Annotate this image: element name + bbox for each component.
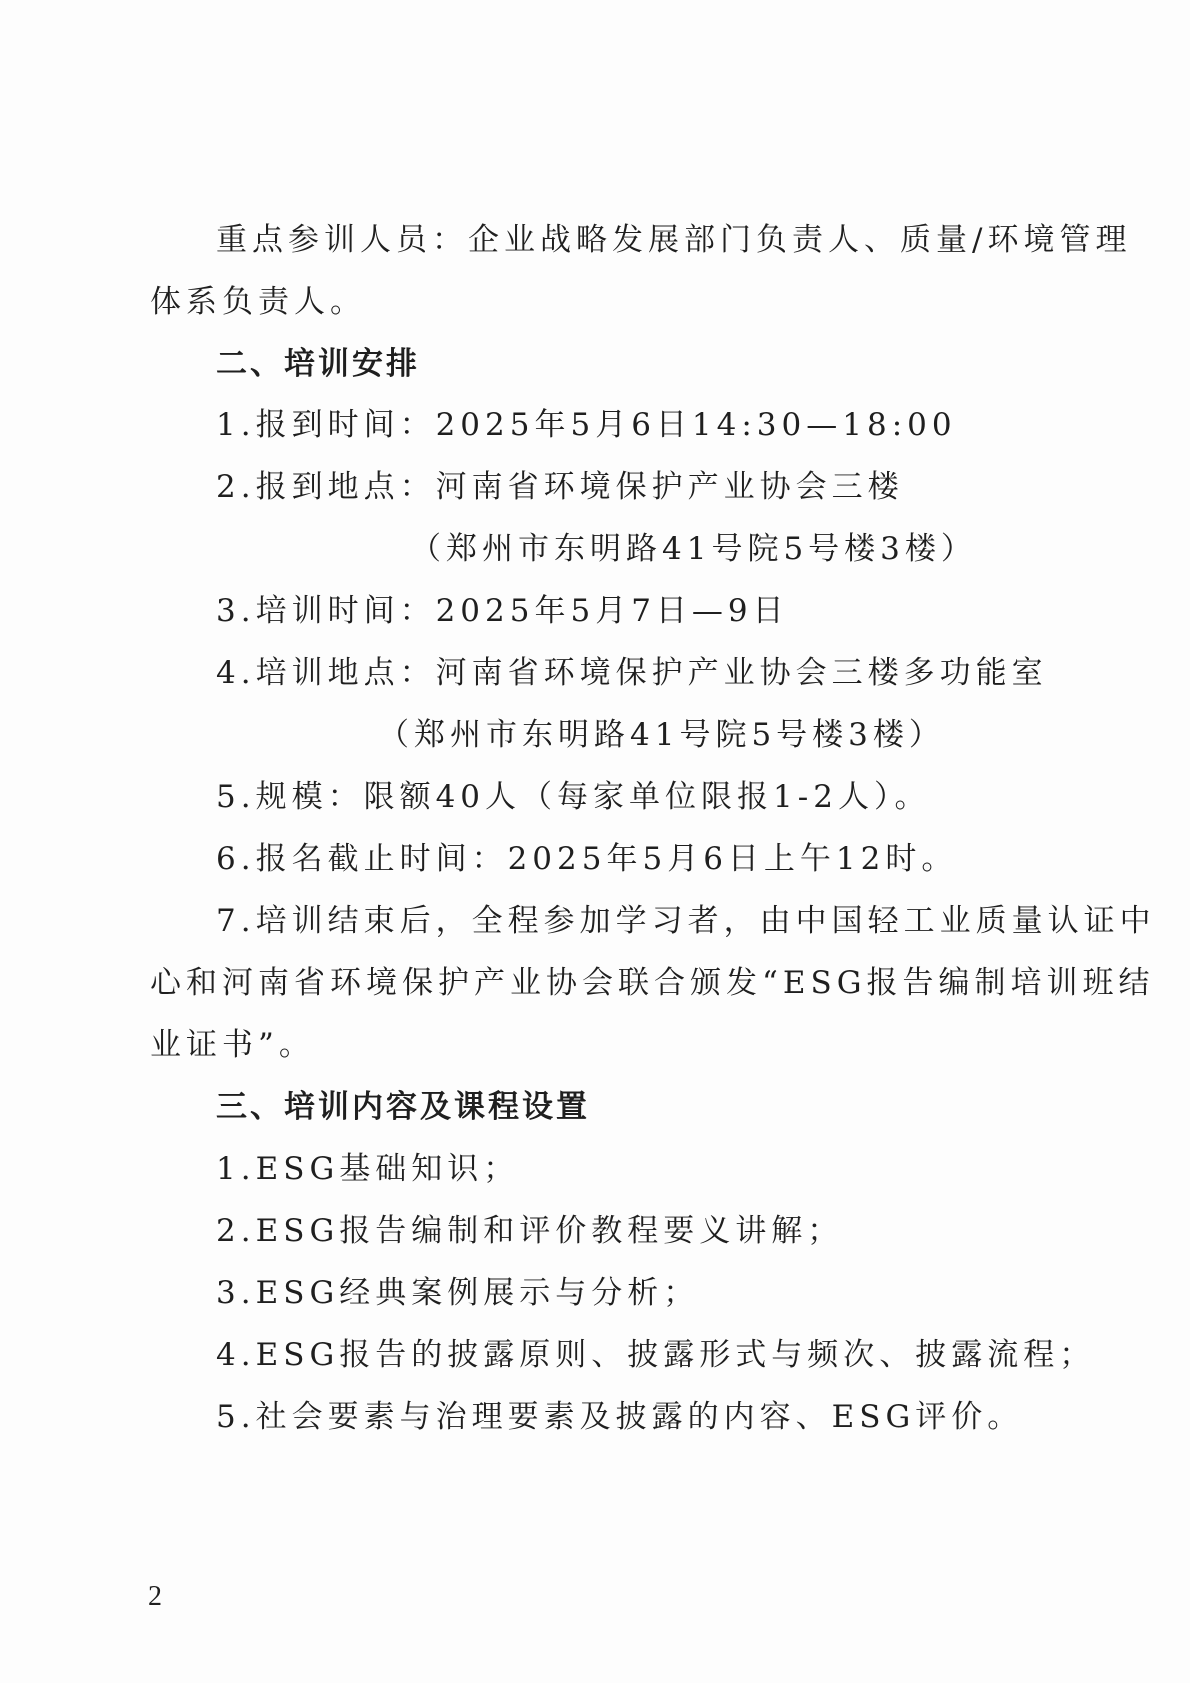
item-scale: 5.规模：限额40人（每家单位限报1-2人）。: [216, 779, 931, 815]
course-item-1: 1.ESG基础知识；: [216, 1151, 520, 1187]
item-certificate-line-1: 7.培训结束后，全程参加学习者，由中国轻工业质量认证中: [216, 903, 1156, 939]
item-deadline: 6.报名截止时间：2025年5月6日上午12时。: [216, 841, 958, 877]
item-certificate-line-2: 心和河南省环境保护产业协会联合颁发“ESG报告编制培训班结: [150, 965, 1155, 1001]
paragraph-participants-line-1: 重点参训人员：企业战略发展部门负责人、质量/环境管理: [216, 222, 1132, 258]
course-item-2: 2.ESG报告编制和评价教程要义讲解；: [216, 1213, 844, 1249]
course-item-4: 4.ESG报告的披露原则、披露形式与频次、披露流程；: [216, 1337, 1096, 1373]
item-training-time: 3.培训时间：2025年5月7日—9日: [216, 593, 789, 629]
course-item-5: 5.社会要素与治理要素及披露的内容、ESG评价。: [216, 1399, 1024, 1435]
item-training-location: 4.培训地点：河南省环境保护产业协会三楼多功能室: [216, 655, 1048, 691]
page-number: 2: [148, 1581, 162, 1612]
paragraph-participants-line-2: 体系负责人。: [150, 284, 366, 320]
item-registration-location: 2.报到地点：河南省环境保护产业协会三楼: [216, 469, 904, 505]
course-item-3: 3.ESG经典案例展示与分析；: [216, 1275, 700, 1311]
item-registration-time: 1.报到时间：2025年5月6日14:30—18:00: [216, 407, 957, 443]
item-certificate-line-3: 业证书”。: [150, 1027, 315, 1063]
section-heading-course-content: 三、培训内容及课程设置: [216, 1089, 590, 1125]
section-heading-training-arrangement: 二、培训安排: [216, 346, 420, 382]
item-registration-address: （郑州市东明路41号院5号楼3楼）: [410, 531, 977, 567]
item-training-address: （郑州市东明路41号院5号楼3楼）: [378, 717, 945, 753]
